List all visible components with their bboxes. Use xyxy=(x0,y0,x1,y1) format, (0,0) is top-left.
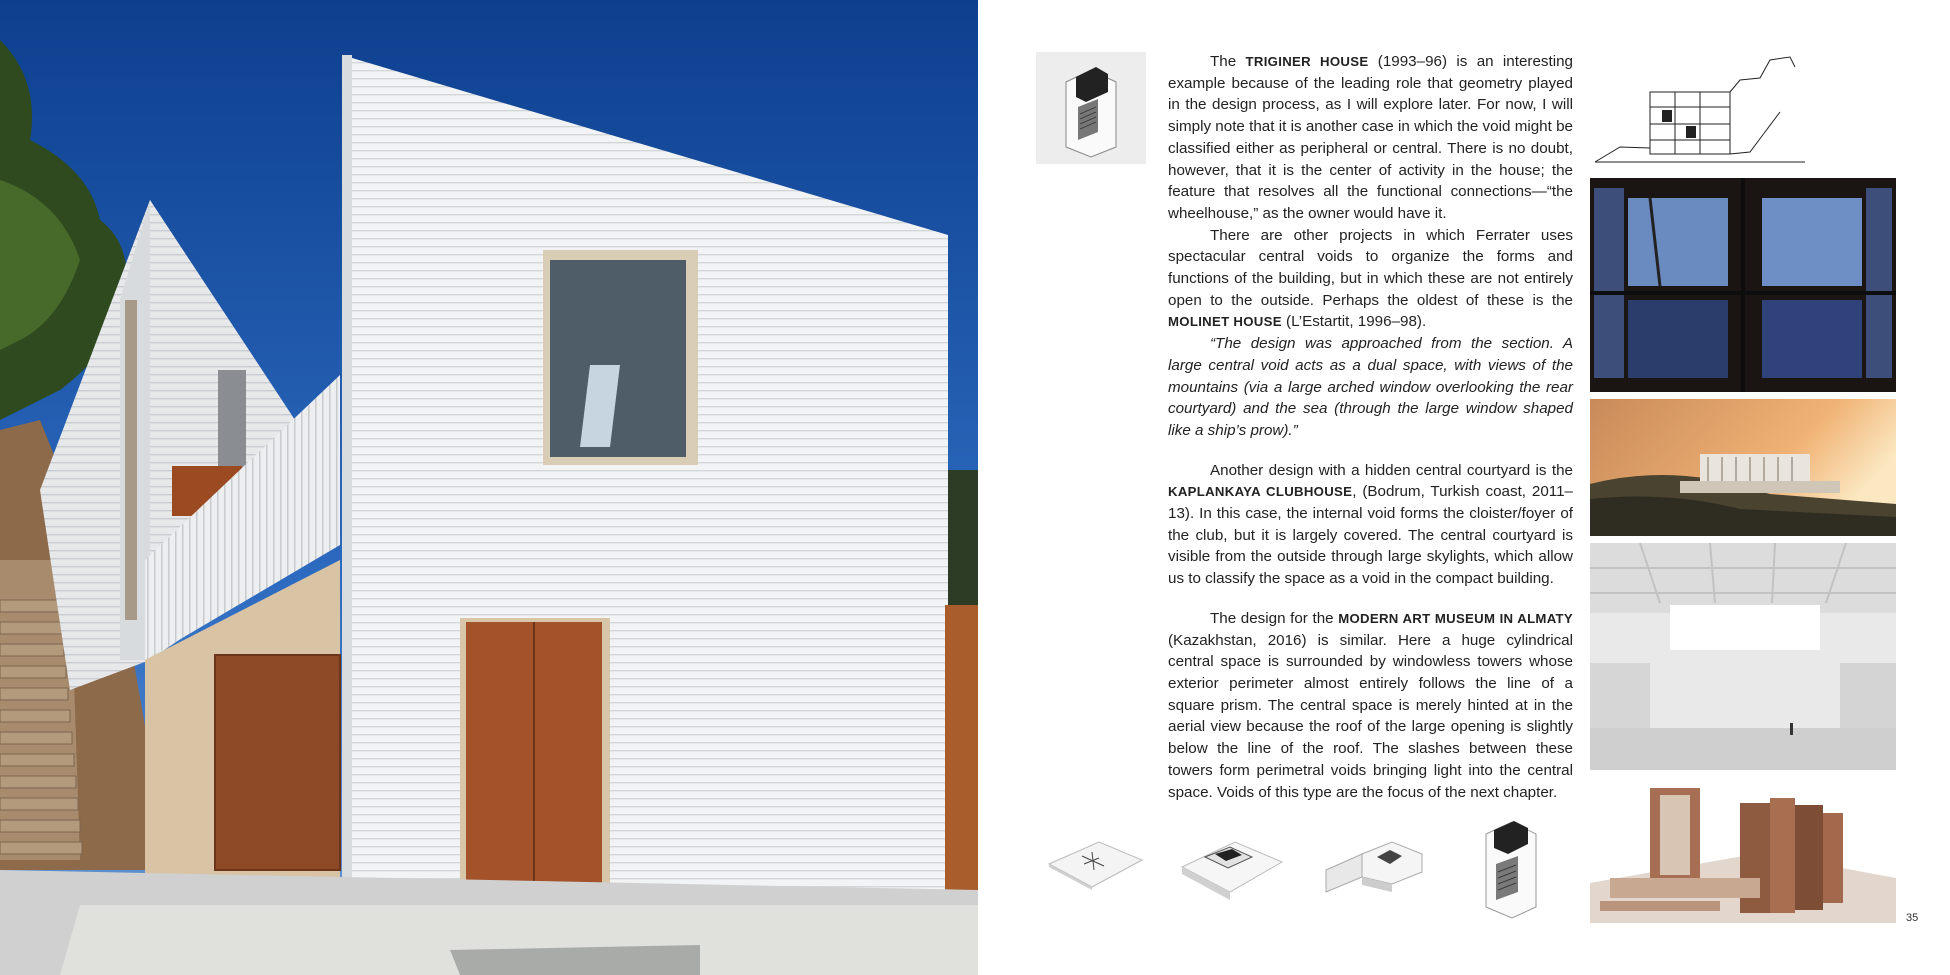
diagram-stepped-volumes xyxy=(1322,822,1426,900)
section-drawing xyxy=(1590,52,1810,170)
paragraph-almaty-museum: The design for the MODERN ART MUSEUM IN ALMATY (Kazakhstan, 2016) is similar. Here a huge cylindrical central space is surrounded by windowless towers whose exterior perimeter almost entirely follows the line of a square prism. The central space is merely hinted at in the aerial view because the roof of the large opening is slightly below the line of the roof. The slashes between these towers form perimetral voids bringing light into the central space. Voids of this type are the focus of the next chapter. xyxy=(1168,609,1574,801)
page-number: 35 xyxy=(1906,912,1919,924)
interior-photo-windows xyxy=(1590,178,1896,392)
paragraph-triginer-house: The TRIGINER HOUSE (1993–96) is an interesting example because of the leading role that geometry played in the design process, as I will explore later. For now, I will simply note that it is another case in which the void might be classified either as peripheral or central. There is no doubt, however, that it is the center of activity in the house; the feature that resolves all the functional connections—“the wheelhouse,” as the owner would have it. xyxy=(1168,53,1573,222)
body-text-column xyxy=(1168,51,1573,803)
paragraph-kaplankaya: Another design with a hidden central courtyard is the KAPLANKAYA CLUBHOUSE, (Bodrum, Turkish coast, 2011–13). In this case, the internal void forms the cloister/foyer of the club, but it is largely covered. The central courtyard is visible from the outside through large skylights, which allow us to classify the space as a void in the compact building. xyxy=(1168,461,1573,588)
museum-model-photo xyxy=(1590,783,1896,923)
project-name: KAPLANKAYA CLUBHOUSE xyxy=(1168,484,1353,500)
project-name: MOLINET HOUSE xyxy=(1168,314,1282,330)
diagram-flat-plate xyxy=(1044,832,1144,894)
project-name: MODERN ART MUSEUM IN ALMATY xyxy=(1338,610,1574,626)
paragraph-quote: “The design was approached from the section. A large central void acts as a dual space, with views of the mountains (via a large arched window overlooking the rear courtyard) and the sea (through the large window shaped like a ship’s prow).” xyxy=(1168,335,1573,439)
diagram-terrain-block xyxy=(1180,822,1284,900)
paragraph-molinet-house: There are other projects in which Ferrater uses spectacular central voids to organize the forms and functions of the building, but in which these are not entirely open to the outside. Perhaps the oldest of these is the MOLINET HOUSE (L’Estartit, 1996–98). xyxy=(1168,226,1573,331)
aerial-clubhouse-photo xyxy=(1590,399,1896,536)
project-name: TRIGINER HOUSE xyxy=(1245,54,1369,69)
atrium-interior-photo xyxy=(1590,543,1896,770)
diagram-tower-stair xyxy=(1472,812,1548,922)
axonometric-thumb-top xyxy=(1036,52,1146,164)
